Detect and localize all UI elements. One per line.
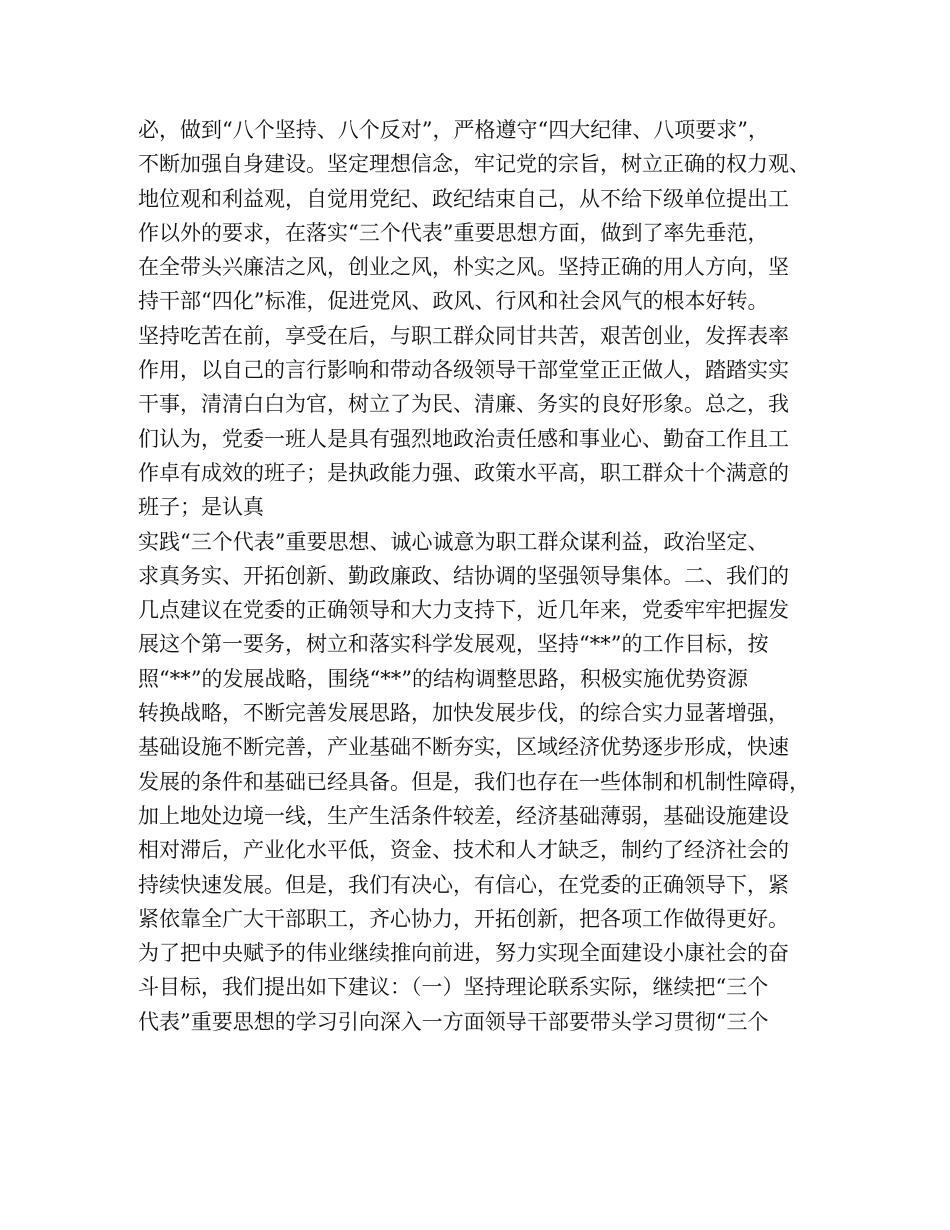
text-line: 求真务实、开拓创新、勤政廉政、结协调的坚强领导集体。二、我们的 bbox=[138, 563, 789, 588]
text-line: 斗目标，我们提出如下建议：（一）坚持理论联系实际，继续把“三个 bbox=[138, 975, 769, 1000]
text-line: 几点建议在党委的正确领导和大力支持下，近几年来，党委牢牢把握发 bbox=[138, 598, 789, 623]
text-line: 们认为，党委一班人是具有强烈地政治责任感和事业心、勤奋工作且工 bbox=[138, 426, 789, 451]
text-line: 作卓有成效的班子；是执政能力强、政策水平高，职工群众十个满意的 bbox=[138, 460, 789, 485]
text-line: 代表”重要思想的学习引向深入一方面领导干部要带头学习贯彻“三个 bbox=[138, 1009, 769, 1034]
text-line: 相对滞后，产业化水平低，资金、技术和人才缺乏，制约了经济社会的 bbox=[138, 838, 789, 863]
text-line: 班子；是认真 bbox=[138, 495, 264, 520]
text-line: 干事，清清白白为官，树立了为民、清廉、务实的良好形象。总之，我 bbox=[138, 392, 789, 417]
text-line: 发展的条件和基础已经具备。但是，我们也存在一些体制和机制性障碍， bbox=[138, 769, 810, 794]
text-line: 为了把中央赋予的伟业继续推向前进，努力实现全面建设小康社会的奋 bbox=[138, 941, 789, 966]
text-line: 照“**”的发展战略，围绕“**”的结构调整思路，积极实施优势资源 bbox=[138, 666, 748, 691]
text-line: 紧依靠全广大干部职工，齐心协力，开拓创新，把各项工作做得更好。 bbox=[138, 906, 789, 931]
text-line: 持续快速发展。但是，我们有决心，有信心，在党委的正确领导下，紧 bbox=[138, 872, 789, 897]
text-line: 转换战略，不断完善发展思路，加快发展步伐，的综合实力显著增强， bbox=[138, 701, 789, 726]
text-line: 基础设施不断完善，产业基础不断夯实，区域经济优势逐步形成，快速 bbox=[138, 735, 789, 760]
text-line: 加上地处边境一线，生产生活条件较差，经济基础薄弱，基础设施建设 bbox=[138, 803, 789, 828]
text-line: 作以外的要求，在落实“三个代表”重要思想方面，做到了率先垂范， bbox=[138, 220, 769, 245]
text-line: 必，做到“八个坚持、八个反对”，严格遵守“四大纪律、八项要求”， bbox=[138, 118, 769, 142]
text-line: 展这个第一要务，树立和落实科学发展观，坚持“**”的工作目标，按 bbox=[138, 632, 769, 657]
text-line: 实践“三个代表”重要思想、诚心诚意为职工群众谋利益，政治坚定、 bbox=[138, 529, 769, 554]
text-line: 坚持吃苦在前，享受在后，与职工群众同甘共苦，艰苦创业，发挥表率 bbox=[138, 323, 789, 348]
text-line: 不断加强自身建设。坚定理想信念，牢记党的宗旨，树立正确的权力观、 bbox=[138, 152, 810, 177]
text-line: 在全带头兴廉洁之风，创业之风，朴实之风。坚持正确的用人方向，坚 bbox=[138, 255, 789, 280]
text-line: 持干部“四化”标准，促进党风、政风、行风和社会风气的根本好转。 bbox=[138, 289, 769, 314]
text-line: 地位观和利益观，自觉用党纪、政纪结束自己，从不给下级单位提出工 bbox=[138, 186, 789, 211]
text-line: 作用，以自己的言行影响和带动各级领导干部堂堂正正做人，踏踏实实 bbox=[138, 358, 789, 383]
body-text bbox=[138, 113, 828, 1039]
